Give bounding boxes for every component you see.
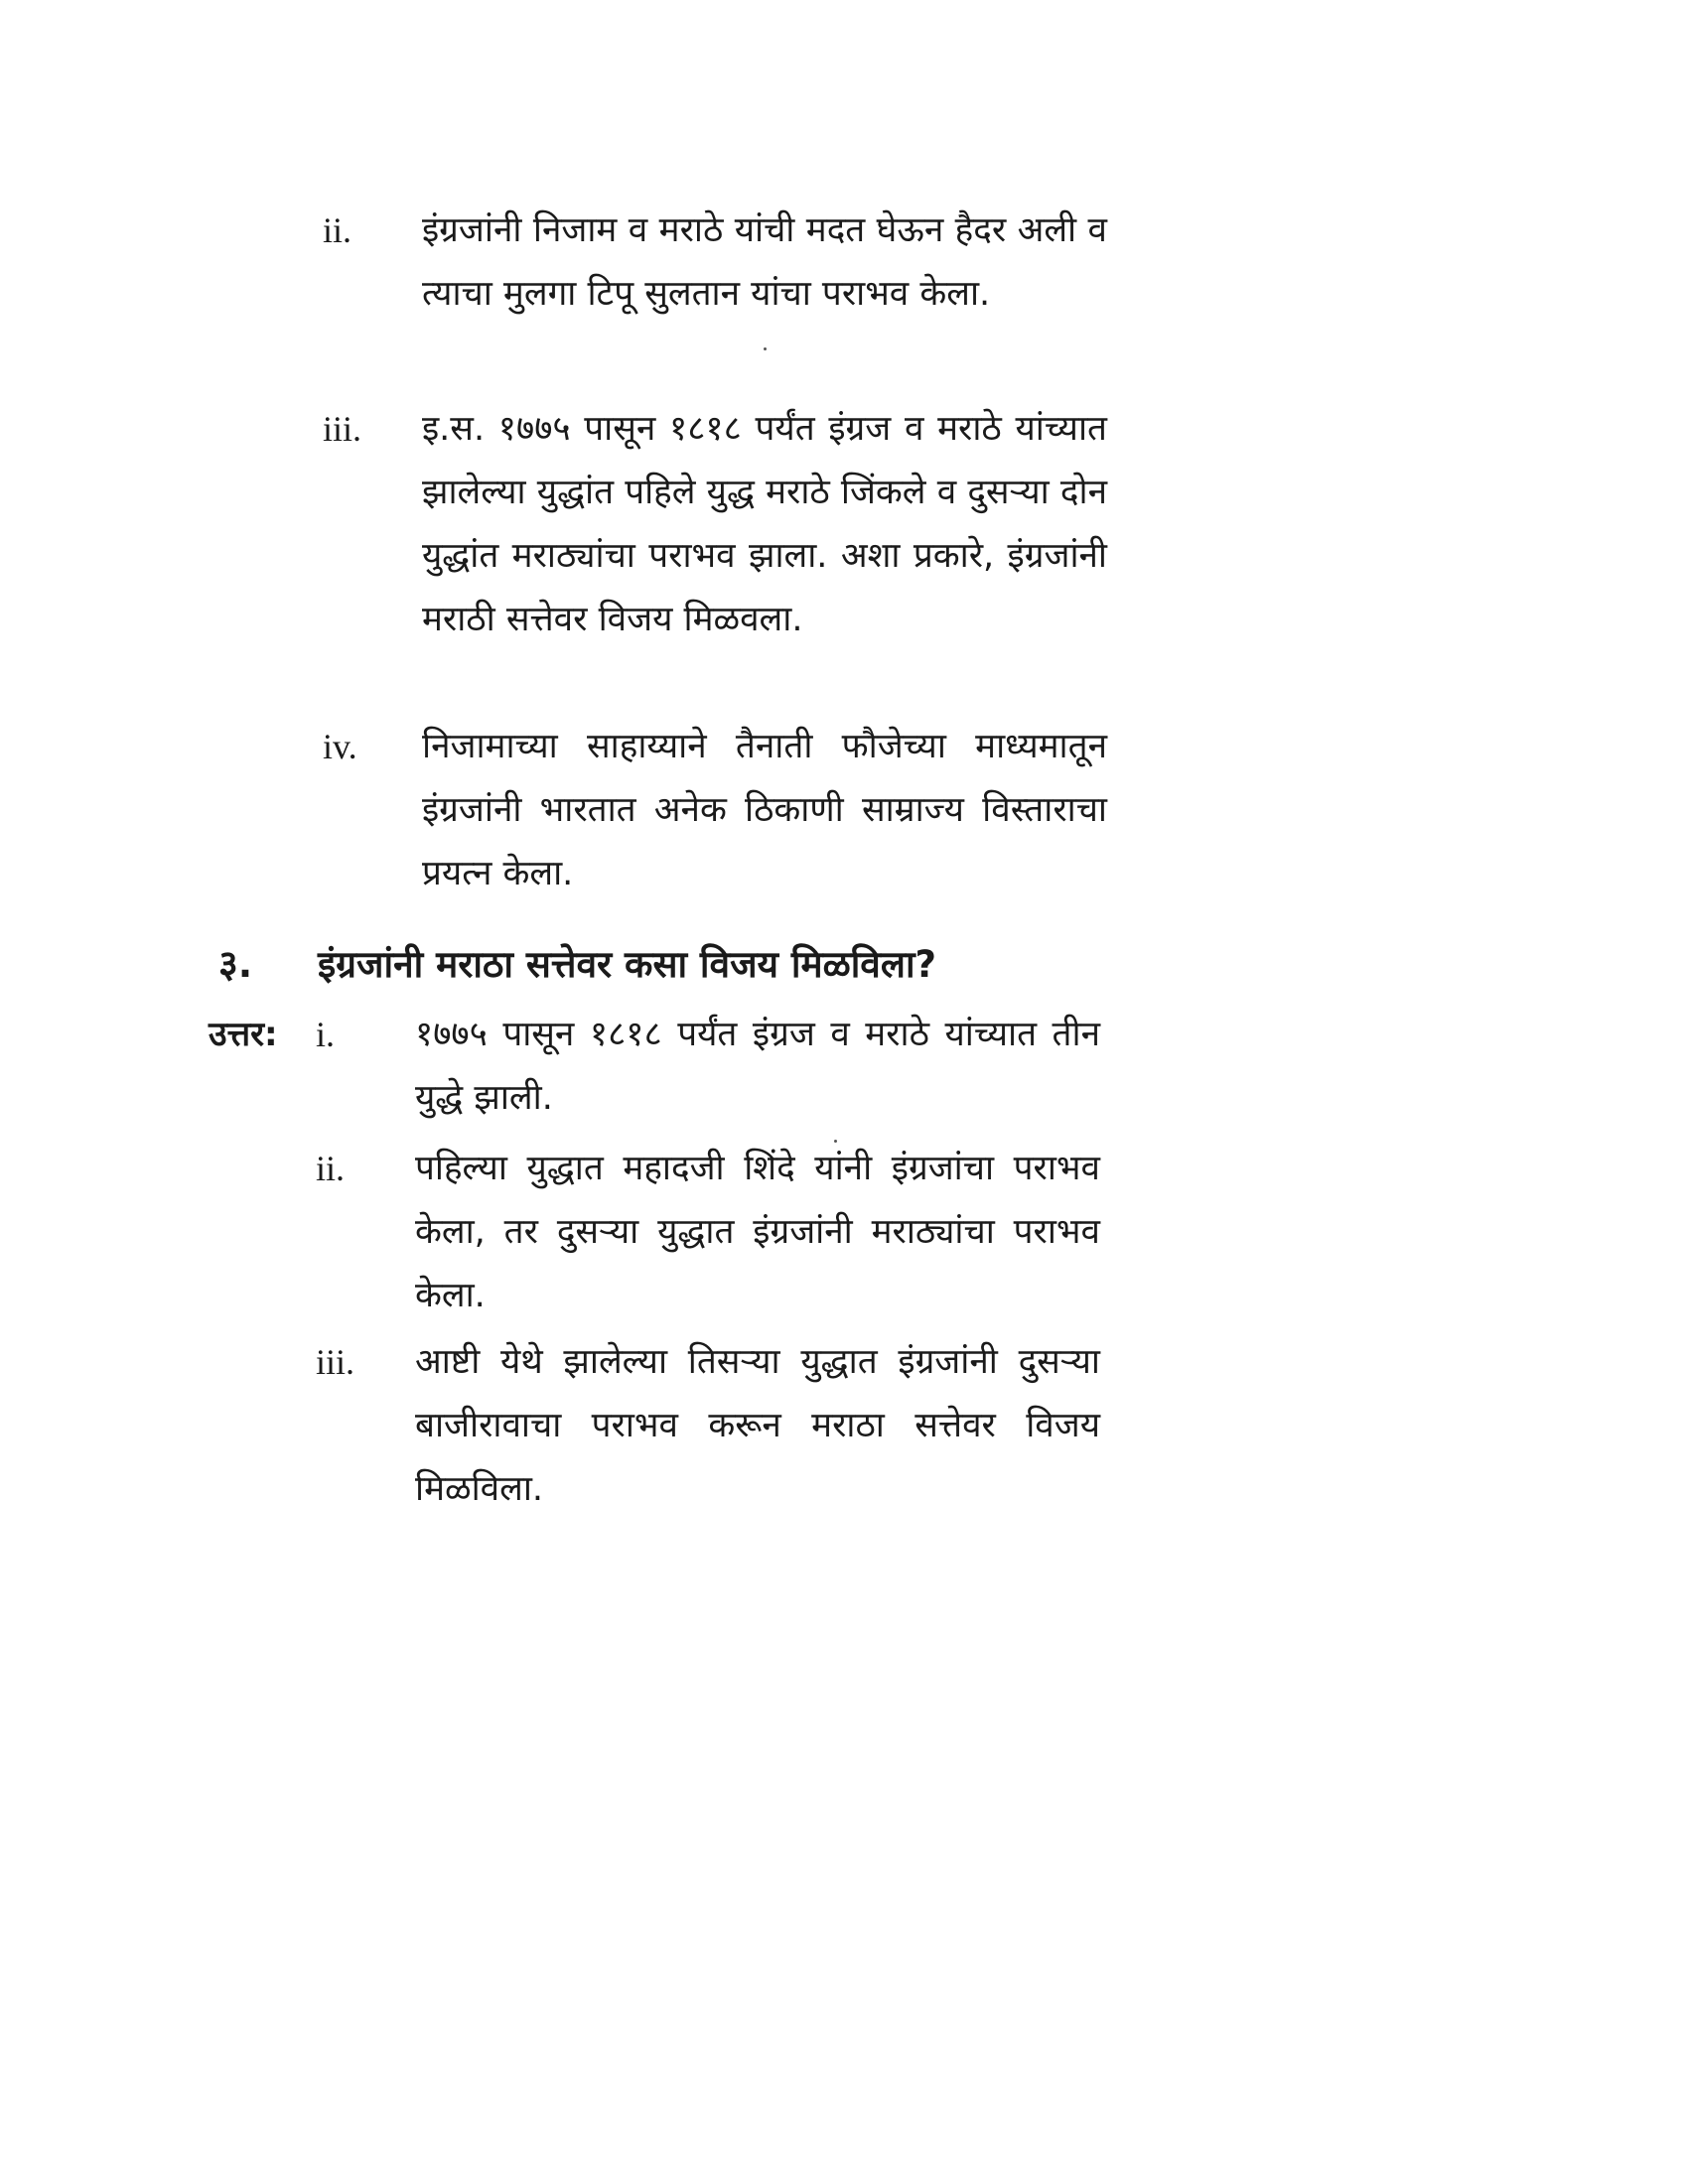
list-item <box>323 199 1107 326</box>
list-item <box>316 1003 1100 1130</box>
list-item-text: १७७५ पासून १८१८ पर्यंत इंग्रज व मराठे यांच्यात तीन युद्धे झाली. <box>415 1015 1100 1118</box>
question-text: इंग्रजांनी मराठा सत्तेवर कसा विजय मिळविला? <box>318 943 936 986</box>
question-heading <box>218 933 936 997</box>
list-item-text: निजामाच्या साहाय्याने तैनाती फौजेच्या माध्यमातून इंग्रजांनी भारतात अनेक ठिकाणी साम्राज्य विस्ताराचा प्रयत्न केला. <box>422 727 1107 893</box>
list-marker: iii. <box>323 409 362 449</box>
list-marker: i. <box>316 1015 336 1054</box>
list-marker: ii. <box>316 1149 346 1188</box>
scan-speck <box>834 1140 837 1143</box>
scan-speck <box>764 347 767 350</box>
list-item <box>316 1330 1100 1521</box>
list-item-text: पहिल्या युद्धात महादजी शिंदे यांनी इंग्रजांचा पराभव केला, तर दुसऱ्या युद्धात इंग्रजांनी मराठ्यांचा पराभव केला. <box>415 1149 1100 1315</box>
list-marker: ii. <box>323 210 352 250</box>
list-item-text: इ.स. १७७५ पासून १८१८ पर्यंत इंग्रज व मराठे यांच्यात झालेल्या युद्धांत पहिले युद्ध मराठे जिंकले व दुसऱ्या दोन युद्धांत मराठ्यांचा पराभव झाला. अशा प्रकारे, इंग्रजांनी मराठी सत्तेवर विजय मिळवला. <box>422 409 1107 639</box>
list-item-text: इंग्रजांनी निजाम व मराठे यांची मदत घेऊन हैदर अली व त्याचा मुलगा टिपू सुलतान यांचा पराभव केला. <box>422 210 1107 314</box>
list-item <box>323 397 1107 651</box>
list-item <box>323 715 1107 905</box>
answer-label: उत्तर: <box>209 1015 278 1054</box>
list-item <box>316 1137 1100 1327</box>
list-marker: iv. <box>323 727 357 766</box>
list-marker: iii. <box>316 1342 355 1382</box>
list-item-text: आष्टी येथे झालेल्या तिसऱ्या युद्धात इंग्रजांनी दुसऱ्या बाजीरावाचा पराभव करून मराठा सत्तेवर विजय मिळविला. <box>415 1342 1100 1509</box>
question-number: ३. <box>218 942 253 986</box>
